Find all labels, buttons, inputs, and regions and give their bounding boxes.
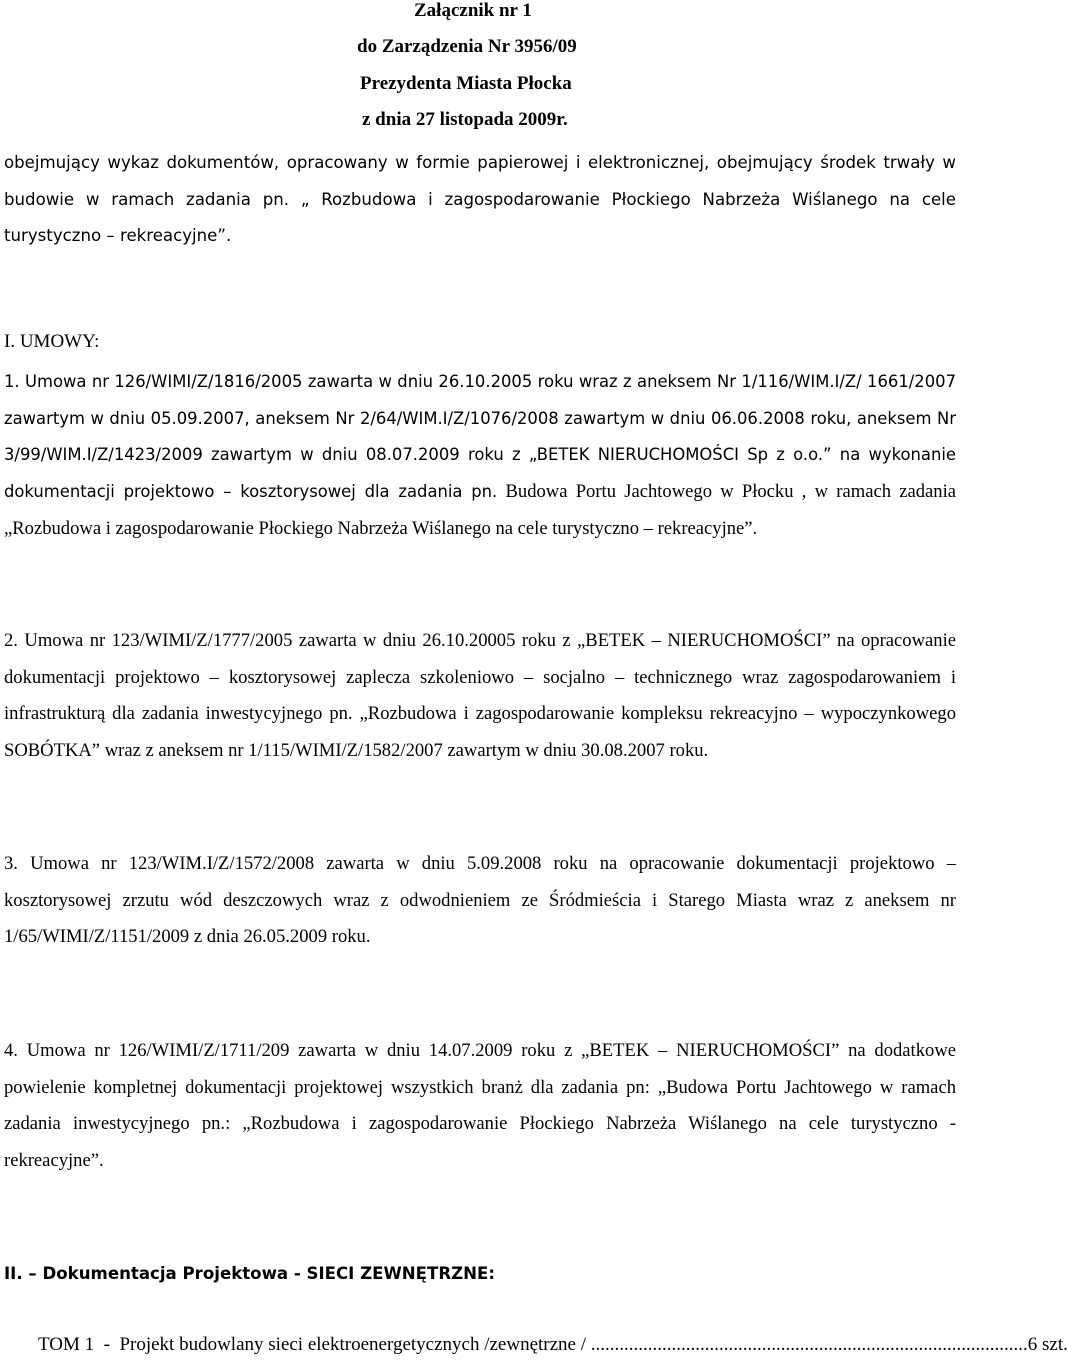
umowa-1-details: 1. Umowa nr 126/WIMI/Z/1816/2005 zawarta w dniu 26.10.2005 roku wraz z aneksem Nr 1/116/WIM.I/Z/ 1661/2007 zawartym w dniu 05.09.2007, aneksem Nr 2/64/WIM.I/Z/1076/2008 zawartym w dniu 06.06.2008 roku, aneksem Nr 3/99/WIM.I/Z/1423/2009 zawartym w dniu 08.07.2009 roku z „BETEK NIERUCHOMOŚCI Sp z o.o.” na wykonanie dokumentacji projektowo – kosztorysowej dla zadania pn. bbox=[4, 372, 956, 502]
section-dokumentacja-title: II. – Dokumentacja Projektowa - SIECI ZEWNĘTRZNE: bbox=[4, 1264, 496, 1283]
intro-paragraph: obejmujący wykaz dokumentów, opracowany w formie papierowej i elektronicznej, obejmujący środek trwały w budowie w ramach zadania pn. „ Rozbudowa i zagospodarowanie Płockiego Nabrzeża Wiślanego na cele turystyczno – rekreacyjne”. bbox=[4, 153, 956, 245]
section-umowy-title: I. UMOWY: bbox=[4, 331, 100, 352]
umowa-1-task: Budowa Portu Jachtowego w Płocku , w ramach zadania „Rozbudowa i zagospodarowanie Płockiego Nabrzeża Wiślanego na cele turystyczno – rekreacyjne”. bbox=[4, 481, 956, 539]
list-item-umowa-4: 4. Umowa nr 126/WIMI/Z/1711/209 zawarta w dniu 14.07.2009 roku z „BETEK – NIERUCHOMOŚCI” na dodatkowe powielenie kompletnej dokumentacji projektowej wszystkich branż dla zadania pn: „Budowa Portu Jachtowego w ramach zadania inwestycyjnego pn.: „Rozbudowa i zagospodarowanie Płockiego Nabrzeża Wiślanego na cele turystyczno - rekreacyjne”. bbox=[4, 1040, 956, 1172]
tom-1-entry bbox=[38, 1334, 1068, 1356]
decree-reference: do Zarządzenia Nr 3956/09 bbox=[357, 36, 577, 57]
tom-1-label: TOM 1 - Projekt budowlany sieci elektroenergetycznych /zewnętrzne / bbox=[38, 1334, 591, 1355]
tom-1-leader-dots: ............................................................................................ bbox=[590, 1334, 1028, 1355]
date-line: z dnia 27 listopada 2009r. bbox=[362, 109, 568, 130]
list-item-umowa-2: 2. Umowa nr 123/WIMI/Z/1777/2005 zawarta w dniu 26.10.20005 roku z „BETEK – NIERUCHOMOŚCI” na opracowanie dokumentacji projektowo – kosztorysowej zaplecza szkoleniowo – socjalno – technicznego wraz zagospodarowaniem i infrastrukturą dla zadania inwestycyjnego pn. „Rozbudowa i zagospodarowanie kompleksu rekreacyjno – wypoczynkowego SOBÓTKA” wraz z aneksem nr 1/115/WIMI/Z/1582/2007 zawartym w dniu 30.08.2007 roku. bbox=[4, 630, 956, 762]
annex-title: Załącznik nr 1 bbox=[414, 0, 532, 21]
list-item-umowa-1 bbox=[4, 364, 956, 548]
list-item-umowa-3: 3. Umowa nr 123/WIM.I/Z/1572/2008 zawarta w dniu 5.09.2008 roku na opracowanie dokumentacji projektowo – kosztorysowej zrzutu wód deszczowych wraz z odwodnieniem ze Śródmieścia i Starego Miasta wraz z aneksem nr 1/65/WIMI/Z/1151/2009 z dnia 26.05.2009 roku. bbox=[4, 853, 956, 948]
issuer-line: Prezydenta Miasta Płocka bbox=[360, 73, 572, 94]
tom-1-pages: 6 szt. bbox=[1027, 1334, 1068, 1355]
